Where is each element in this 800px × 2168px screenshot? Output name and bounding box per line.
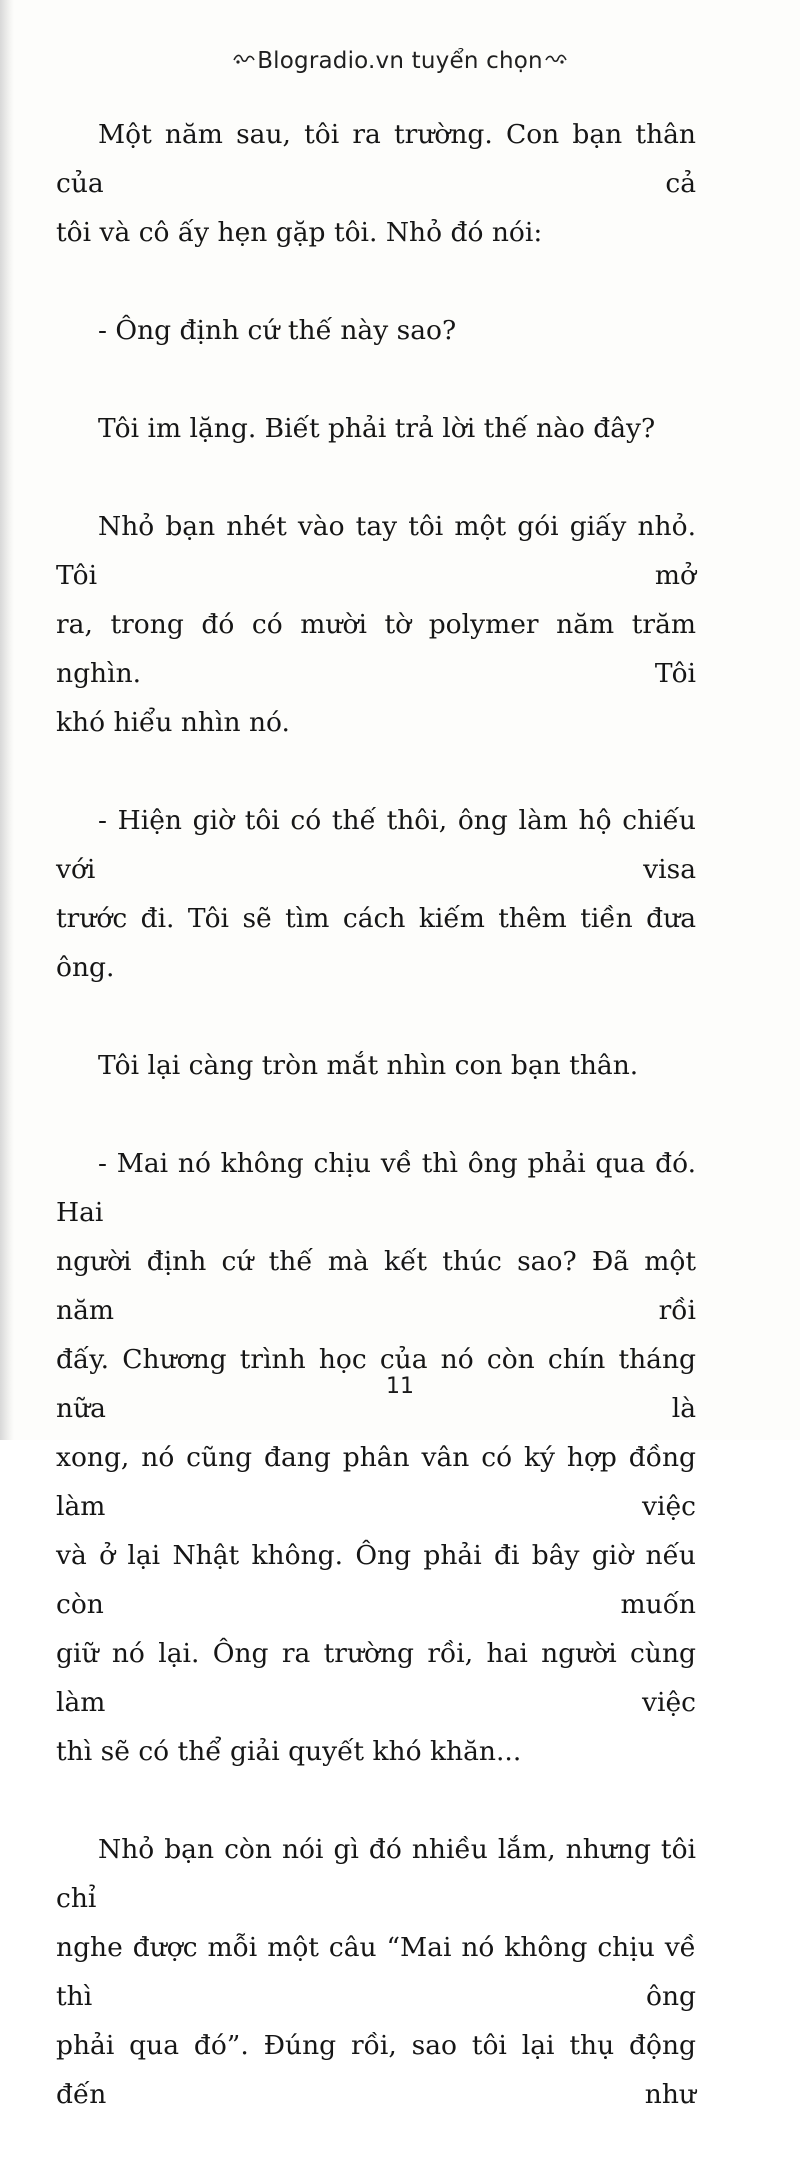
text-line: - Mai nó không chịu về thì ông phải qua đó. Hai — [56, 1148, 696, 1228]
text-line: - Hiện giờ tôi có thế thôi, ông làm hộ chiếu với visa — [56, 805, 696, 885]
text-line: trước đi. Tôi sẽ tìm cách kiếm thêm tiền đưa ông. — [56, 903, 696, 983]
paragraph — [56, 1041, 696, 1090]
text-line: xong, nó cũng đang phân vân có ký hợp đồng làm việc — [56, 1442, 696, 1522]
text-line: và ở lại Nhật không. Ông phải đi bây giờ nếu còn muốn — [56, 1540, 696, 1620]
text-line: Tôi im lặng. Biết phải trả lời thế nào đây? — [98, 413, 656, 444]
header-title: Blogradio.vn tuyển chọn — [257, 48, 543, 74]
text-line: thì sẽ có thể giải quyết khó khăn... — [56, 1736, 522, 1767]
text-line: ra, trong đó có mười tờ polymer năm trăm nghìn. Tôi — [56, 609, 696, 689]
text-line: Nhỏ bạn còn nói gì đó nhiều lắm, nhưng tôi chỉ — [56, 1834, 696, 1914]
paragraph — [56, 1825, 696, 2119]
paragraph — [56, 404, 696, 453]
text-line: - Ông định cứ thế này sao? — [98, 315, 457, 346]
text-line: nghe được mỗi một câu “Mai nó không chịu về thì ông — [56, 1932, 696, 2012]
paragraph — [56, 502, 696, 747]
text-line: giữ nó lại. Ông ra trường rồi, hai người cùng làm việc — [56, 1638, 696, 1718]
text-line: phải qua đó”. Đúng rồi, sao tôi lại thụ động đến như — [56, 2030, 696, 2110]
running-header — [0, 48, 800, 74]
text-line: Tôi lại càng tròn mắt nhìn con bạn thân. — [98, 1050, 639, 1081]
paragraph — [56, 1139, 696, 1776]
text-line: người định cứ thế mà kết thúc sao? Đã một năm rồi — [56, 1246, 696, 1326]
flourish-icon — [233, 52, 255, 71]
page-number: 11 — [386, 1374, 414, 1399]
text-line: đấy. Chương trình học của nó còn chín tháng nữa là — [56, 1344, 696, 1424]
page-edge-shadow — [0, 0, 14, 1440]
paragraph — [56, 796, 696, 992]
flourish-icon — [545, 52, 567, 71]
paragraph — [56, 110, 696, 257]
text-line: tôi và cô ấy hẹn gặp tôi. Nhỏ đó nói: — [56, 217, 543, 248]
text-line: khó hiểu nhìn nó. — [56, 707, 290, 738]
paragraph — [56, 306, 696, 355]
text-line: Nhỏ bạn nhét vào tay tôi một gói giấy nhỏ. Tôi mở — [56, 511, 696, 591]
body-text — [56, 110, 696, 2168]
text-line: Một năm sau, tôi ra trường. Con bạn thân của cả — [56, 119, 696, 199]
